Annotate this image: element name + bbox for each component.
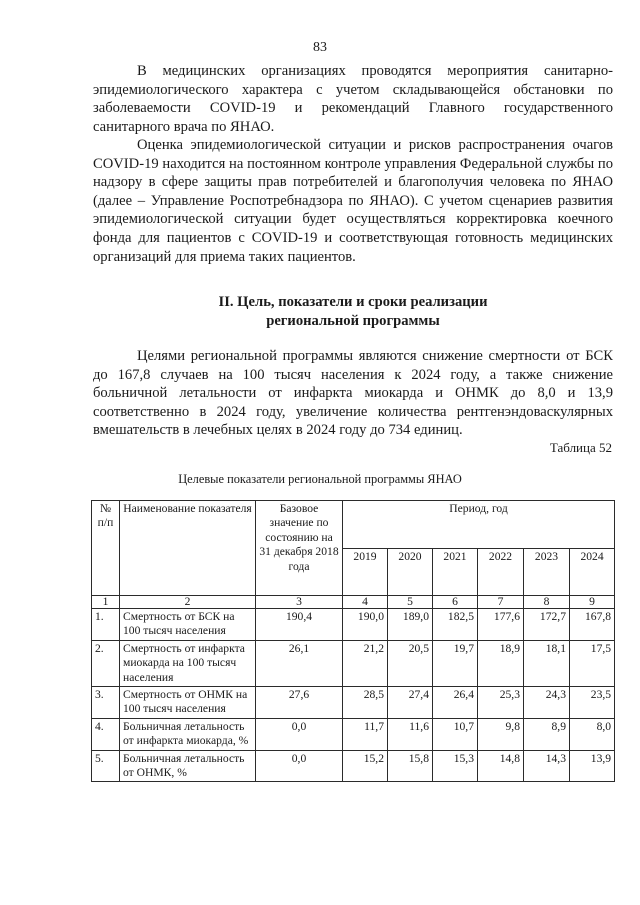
column-number: 4 xyxy=(343,596,388,609)
row-year-value: 28,5 xyxy=(343,687,388,719)
row-year-value: 177,6 xyxy=(478,609,524,641)
row-year-value: 14,8 xyxy=(478,750,524,782)
row-year-value: 15,3 xyxy=(433,750,478,782)
row-year-value: 182,5 xyxy=(433,609,478,641)
column-number: 7 xyxy=(478,596,524,609)
row-year-value: 167,8 xyxy=(570,609,615,641)
row-base-value: 26,1 xyxy=(256,640,343,686)
table-row xyxy=(92,640,615,686)
table-caption: Целевые показатели региональной программы ЯНАО xyxy=(178,472,462,486)
row-num: 2. xyxy=(92,640,120,686)
column-number: 5 xyxy=(388,596,433,609)
row-year-value: 11,6 xyxy=(388,718,433,750)
row-num: 4. xyxy=(92,718,120,750)
page-number: 83 xyxy=(313,40,327,55)
table-number: Таблица 52 xyxy=(549,440,612,455)
section-heading xyxy=(93,293,613,331)
row-year-value: 24,3 xyxy=(524,687,570,719)
row-year-value: 11,7 xyxy=(343,718,388,750)
header-num: № п/п xyxy=(92,501,120,596)
row-year-value: 9,8 xyxy=(478,718,524,750)
row-year-value: 21,2 xyxy=(343,640,388,686)
header-period: Период, год xyxy=(343,501,615,549)
column-number: 8 xyxy=(524,596,570,609)
row-base-value: 0,0 xyxy=(256,718,343,750)
row-indicator-name: Смертность от БСК на 100 тысяч населения xyxy=(120,609,256,641)
row-num: 3. xyxy=(92,687,120,719)
row-year-value: 14,3 xyxy=(524,750,570,782)
row-num: 1. xyxy=(92,609,120,641)
row-year-value: 19,7 xyxy=(433,640,478,686)
row-year-value: 15,8 xyxy=(388,750,433,782)
row-year-value: 190,0 xyxy=(343,609,388,641)
header-year: 2022 xyxy=(478,548,524,596)
row-year-value: 10,7 xyxy=(433,718,478,750)
row-base-value: 0,0 xyxy=(256,750,343,782)
row-num: 5. xyxy=(92,750,120,782)
row-year-value: 26,4 xyxy=(433,687,478,719)
paragraph-covid-measures: В медицинских организациях проводятся мероприятия санитарно-эпидемиологического характера с учетом складывающейся обстановки по заболеваемости COVID-19 и рекомендаций Главного государственного санитарного врача по ЯНАО. xyxy=(93,63,613,135)
header-year: 2020 xyxy=(388,548,433,596)
section-heading-line-1: II. Цель, показатели и сроки реализации xyxy=(218,294,488,310)
row-indicator-name: Больничная летальность от ОНМК, % xyxy=(120,750,256,782)
column-number: 1 xyxy=(92,596,120,609)
row-year-value: 20,5 xyxy=(388,640,433,686)
row-year-value: 13,9 xyxy=(570,750,615,782)
row-year-value: 18,9 xyxy=(478,640,524,686)
row-year-value: 25,3 xyxy=(478,687,524,719)
row-base-value: 27,6 xyxy=(256,687,343,719)
column-numbers-row xyxy=(92,596,615,609)
row-base-value: 190,4 xyxy=(256,609,343,641)
paragraph-epidemiological-assessment: Оценка эпидемиологической ситуации и рисков распространения очагов COVID-19 находится на постоянном контроле управления Федеральной службы по надзору в сфере защиты прав потребителей и благополучия человека по ЯНАО (далее – Управление Роспотребнадзора по ЯНАО). С учетом сценариев развития эпидемиологической ситуации будет осуществляться корректировка коечного фонда для пациентов с COVID-19 и соответствующая готовность медицинских организаций для приема таких пациентов. xyxy=(93,137,613,265)
header-year: 2019 xyxy=(343,548,388,596)
header-base-value: Базовое значение по состоянию на 31 декабря 2018 года xyxy=(256,501,343,596)
row-year-value: 27,4 xyxy=(388,687,433,719)
table-row xyxy=(92,750,615,782)
row-year-value: 23,5 xyxy=(570,687,615,719)
row-year-value: 17,5 xyxy=(570,640,615,686)
column-number: 6 xyxy=(433,596,478,609)
row-year-value: 189,0 xyxy=(388,609,433,641)
paragraph-program-goals: Целями региональной программы являются снижение смертности от БСК до 167,8 случаев на 100 тысяч населения к 2024 году, а также снижение больничной летальности от инфаркта миокарда и ОНМК до 8,0 и 13,9 соответственно в 2024 году, увеличение количества рентгенэндоваскулярных вмешательств в лечебных целях в 2024 году до 734 единиц. xyxy=(93,348,613,439)
header-name: Наименование показателя xyxy=(120,501,256,596)
row-year-value: 8,9 xyxy=(524,718,570,750)
column-number: 9 xyxy=(570,596,615,609)
table-header-row xyxy=(92,501,615,549)
header-year: 2023 xyxy=(524,548,570,596)
section-heading-line-2: региональной программы xyxy=(266,313,440,329)
table-row xyxy=(92,687,615,719)
header-year: 2021 xyxy=(433,548,478,596)
row-indicator-name: Больничная летальность от инфаркта миокарда, % xyxy=(120,718,256,750)
column-number: 2 xyxy=(120,596,256,609)
row-indicator-name: Смертность от инфаркта миокарда на 100 тысяч населения xyxy=(120,640,256,686)
row-year-value: 15,2 xyxy=(343,750,388,782)
row-year-value: 172,7 xyxy=(524,609,570,641)
row-indicator-name: Смертность от ОНМК на 100 тысяч населения xyxy=(120,687,256,719)
header-year: 2024 xyxy=(570,548,615,596)
table-row xyxy=(92,718,615,750)
table-row xyxy=(92,609,615,641)
indicators-table xyxy=(91,500,615,782)
column-number: 3 xyxy=(256,596,343,609)
row-year-value: 18,1 xyxy=(524,640,570,686)
row-year-value: 8,0 xyxy=(570,718,615,750)
